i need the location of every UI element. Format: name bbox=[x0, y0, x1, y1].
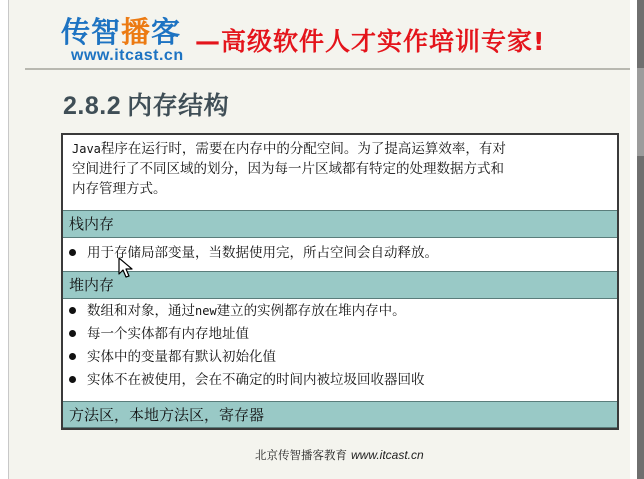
slide bbox=[8, 0, 632, 479]
heap-bullet-4 bbox=[69, 370, 425, 390]
itcast-logo bbox=[61, 10, 181, 51]
heap-bullet-3 bbox=[69, 347, 276, 367]
bullet-dot bbox=[69, 353, 76, 360]
heap-bullet-2-text: 每一个实体都有内存地址值 bbox=[87, 326, 249, 342]
intro-line1: 程序在运行时，需要在内存中的分配空间。为了提高运算效率，有对 bbox=[100, 141, 506, 157]
footer-url: www.itcast.cn bbox=[351, 448, 424, 462]
heap-bullet-4-text: 实体不在被使用，会在不确定的时间内被垃圾回收器回收 bbox=[87, 372, 425, 388]
bullet-dot bbox=[69, 249, 76, 256]
new-keyword: new bbox=[195, 304, 217, 318]
bullet-dot bbox=[69, 376, 76, 383]
scrollbar-thumb[interactable] bbox=[637, 68, 644, 156]
bullet-dot bbox=[69, 330, 76, 337]
heap-bullet-1-before: 数组和对象，通过 bbox=[87, 303, 195, 319]
heap-bullet-3-text: 实体中的变量都有默认初始化值 bbox=[87, 349, 276, 365]
intro-line3: 内存管理方式。 bbox=[72, 181, 167, 197]
heap-bullet-1 bbox=[69, 301, 406, 321]
java-keyword: Java bbox=[72, 142, 101, 156]
bullet-dot bbox=[69, 307, 76, 314]
stack-bullet-text: 用于存储局部变量，当数据使用完，所占空间会自动释放。 bbox=[87, 245, 438, 261]
mouse-pointer-icon bbox=[118, 257, 134, 279]
heap-bullet-1-after: 建立的实例都存放在堆内存中。 bbox=[216, 303, 406, 319]
logo-text-2: 播 bbox=[121, 15, 152, 49]
content-box bbox=[61, 133, 619, 430]
intro-paragraph bbox=[72, 139, 612, 199]
header-divider bbox=[25, 68, 639, 70]
footer bbox=[255, 447, 424, 463]
intro-line2: 空间进行了不同区域的划分，因为每一片区域都有特定的处理数据方式和 bbox=[72, 161, 504, 177]
slide-title bbox=[63, 86, 229, 122]
logo-text-3: 客 bbox=[151, 15, 182, 49]
section-title: 内存结构 bbox=[127, 92, 230, 120]
slogan: —高级软件人才实作培训专家! bbox=[195, 27, 546, 56]
stack-heading: 栈内存 bbox=[63, 210, 617, 238]
heap-heading: 堆内存 bbox=[63, 271, 617, 299]
footer-org: 北京传智播客教育 bbox=[255, 448, 347, 462]
logo-text-1: 传智 bbox=[61, 15, 122, 49]
heap-bullet-2 bbox=[69, 324, 249, 344]
logo-url: www.itcast.cn bbox=[71, 47, 184, 64]
method-area-heading: 方法区，本地方法区，寄存器 bbox=[63, 401, 617, 428]
section-number: 2.8.2 bbox=[63, 92, 122, 120]
